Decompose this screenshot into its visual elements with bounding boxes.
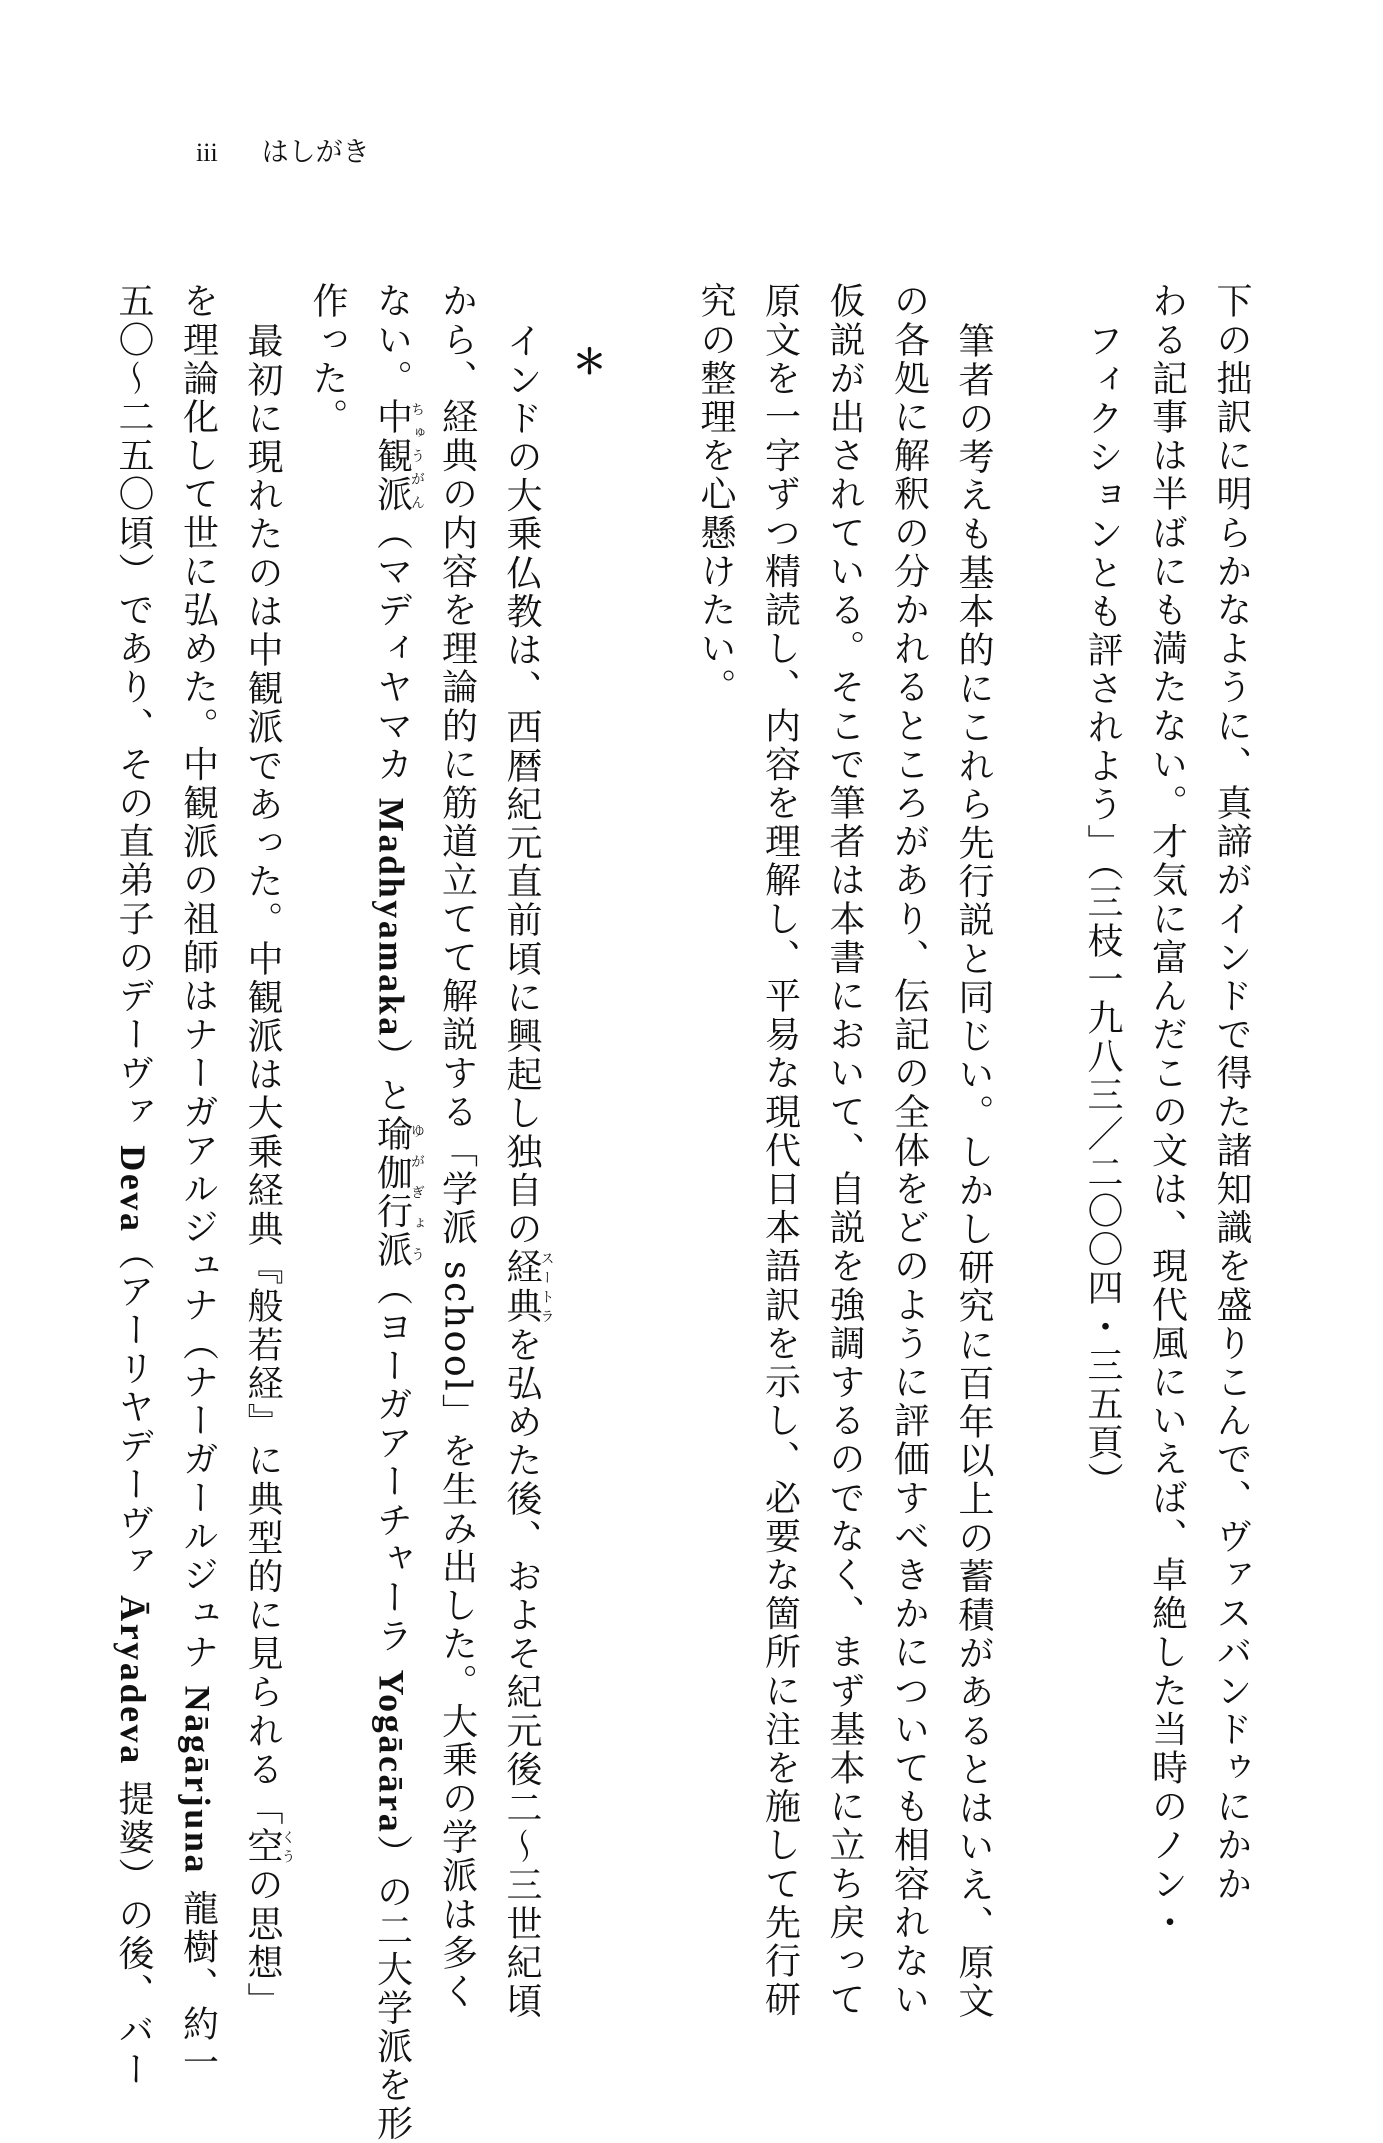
ruby-reading: スートラ bbox=[538, 1248, 555, 1326]
running-title: はしがき bbox=[261, 137, 370, 168]
text-segment: 最初に現れたのは中観派であった。中観派は大乗経典『般若経』に典型的に見られる「 bbox=[242, 322, 283, 1828]
latin-term: Yogācāra bbox=[371, 1669, 412, 1835]
text-line: 究の整理を心懸けたい。 bbox=[695, 282, 736, 707]
text-line: 下の拙訳に明らかなように、真諦がインドで得た諸知識を盛りこんで、ヴァスバンドゥにかか bbox=[1211, 282, 1252, 1904]
running-header bbox=[196, 130, 370, 169]
ruby-reading: くう bbox=[279, 1827, 296, 1866]
latin-term: Āryadeva bbox=[113, 1595, 153, 1766]
text-line: 原文を一字ずつ精読し、内容を理解し、平易な現代日本語訳を示し、必要な箇所に注を施して先行研 bbox=[759, 282, 801, 2019]
spacer bbox=[1018, 282, 1059, 321]
latin-term: Nāgārjuna bbox=[177, 1685, 218, 1876]
text-segment: を理論化して世に弘めた。中観派の祖師はナーガアルジュナ（ナーガールジュナ bbox=[177, 282, 219, 1686]
text-segment: ない。 bbox=[371, 282, 413, 398]
text-line: から、経典の内容を理論的に筋道立てて解説する「学派 school」を生み出した。大乗の学派は多く bbox=[436, 282, 478, 2011]
section-separator: ＊ bbox=[566, 344, 606, 381]
text-segment: ）の二大学派を形 bbox=[371, 1834, 413, 2143]
text-segment: の思想」 bbox=[242, 1866, 283, 2021]
ruby-reading: ゆがぎょう bbox=[409, 1115, 425, 1270]
ruby-word bbox=[501, 1248, 555, 1326]
text-segment: 五〇～二五〇頃）であり、その直弟子のデーヴァ bbox=[113, 282, 154, 1146]
text-segment: （マディヤマカ bbox=[371, 513, 413, 798]
text-line bbox=[165, 282, 230, 2083]
spacer bbox=[631, 282, 672, 321]
ruby-base: 瑜伽行派 bbox=[371, 1115, 413, 1270]
latin-term: Madhyamaka bbox=[371, 797, 412, 1038]
text-line bbox=[101, 282, 166, 2089]
text-line bbox=[489, 282, 555, 2021]
text-line bbox=[1005, 282, 1070, 1862]
text-line bbox=[230, 282, 296, 2021]
text-segment: 提婆）の後、バー bbox=[113, 1765, 154, 2089]
text-line: フィクションとも評されよう」（三枝一九八三／二〇〇四・三五頁） bbox=[1082, 322, 1123, 1501]
ruby-base: 空 bbox=[242, 1827, 283, 1867]
latin-term: Deva bbox=[113, 1145, 153, 1234]
ruby-word bbox=[371, 1115, 425, 1270]
text-line: の各処に解釈の分かれるところがあり、伝記の全体をどのように評価すべきかについても相容れない bbox=[888, 282, 930, 2019]
vertical-body-text bbox=[113, 282, 1263, 2143]
ruby-base: 経典 bbox=[501, 1248, 542, 1326]
text-segment: （ヨーガアーチャーラ bbox=[371, 1269, 413, 1670]
text-segment: ）と bbox=[371, 1037, 413, 1116]
text-segment: インドの大乗仏教は、西暦紀元直前頃に興起し独自の bbox=[501, 322, 542, 1249]
ruby-word bbox=[242, 1827, 296, 1867]
text-line: 作った。 bbox=[307, 282, 348, 437]
text-line: わる記事は半ばにも満たない。才気に富んだこの文は、現代風にいえば、卓絶した当時のノン・ bbox=[1146, 282, 1188, 1942]
text-segment: 龍樹、約一 bbox=[177, 1875, 219, 2083]
ruby-reading: ちゅうがん bbox=[409, 397, 425, 514]
text-line: 筆者の考えも基本的にこれら先行説と同じい。しかし研究に百年以上の蓄積があるとはいえ、原文 bbox=[953, 322, 994, 2021]
text-segment: を弘めた後、およそ紀元後二～三世紀頃 bbox=[501, 1325, 542, 2021]
text-line bbox=[359, 282, 425, 2143]
ruby-base: 中観派 bbox=[371, 397, 413, 514]
text-segment: （アーリヤデーヴァ bbox=[113, 1233, 154, 1596]
ruby-word bbox=[371, 397, 425, 514]
page-number: iii bbox=[196, 138, 218, 167]
text-line bbox=[618, 282, 683, 1862]
text-line: 仮説が出されている。そこで筆者は本書において、自説を強調するのでなく、まず基本に立ち戻って bbox=[824, 282, 865, 2019]
